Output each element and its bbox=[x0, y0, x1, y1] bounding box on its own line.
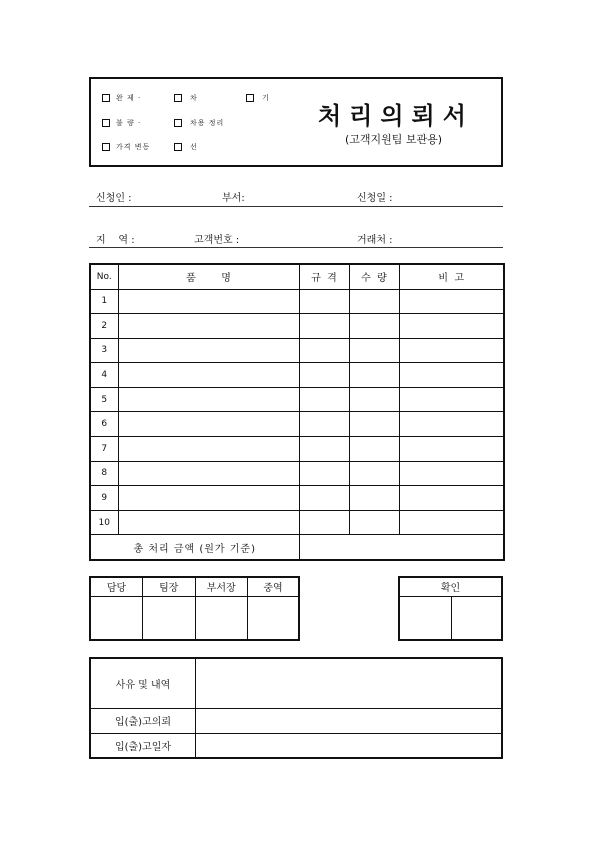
approval-table bbox=[89, 576, 300, 641]
row-number: 5 bbox=[90, 387, 118, 412]
note-cell[interactable] bbox=[399, 338, 504, 363]
qty-cell[interactable] bbox=[349, 412, 399, 437]
qty-cell[interactable] bbox=[349, 338, 399, 363]
reason-table bbox=[89, 657, 503, 759]
note-cell[interactable] bbox=[399, 314, 504, 339]
option-checkbox-2[interactable] bbox=[174, 94, 182, 102]
date-input-cell[interactable] bbox=[196, 733, 503, 758]
table-row bbox=[90, 314, 504, 339]
confirm-sign-cell-2[interactable] bbox=[451, 596, 502, 640]
page-subtitle: (고객지원팀 보관용) bbox=[345, 133, 443, 146]
table-row bbox=[90, 461, 504, 486]
item-name-cell[interactable] bbox=[118, 314, 299, 339]
qty-cell[interactable] bbox=[349, 437, 399, 462]
info-line-1 bbox=[89, 206, 503, 207]
option-label-5: 차용 정리 bbox=[190, 119, 225, 127]
spec-cell[interactable] bbox=[299, 314, 349, 339]
spec-cell[interactable] bbox=[299, 289, 349, 314]
request-input-cell[interactable] bbox=[196, 708, 503, 733]
option-label-7: 선 bbox=[190, 143, 198, 151]
total-label: 총 처리 금액 (원가 기준) bbox=[90, 535, 299, 560]
header-no: No. bbox=[90, 264, 118, 289]
item-name-cell[interactable] bbox=[118, 338, 299, 363]
option-checkbox-1[interactable] bbox=[102, 94, 110, 102]
qty-cell[interactable] bbox=[349, 387, 399, 412]
row-number: 8 bbox=[90, 461, 118, 486]
customer-no-label: 고객번호 : bbox=[194, 235, 240, 246]
approval-header-executive: 중역 bbox=[248, 577, 300, 596]
option-checkbox-3[interactable] bbox=[246, 94, 254, 102]
executive-sign-cell[interactable] bbox=[248, 596, 300, 640]
spec-cell[interactable] bbox=[299, 387, 349, 412]
total-row bbox=[90, 535, 504, 560]
spec-cell[interactable] bbox=[299, 510, 349, 535]
note-cell[interactable] bbox=[399, 486, 504, 511]
item-name-cell[interactable] bbox=[118, 363, 299, 388]
note-cell[interactable] bbox=[399, 437, 504, 462]
region-label: 지 역 : bbox=[96, 235, 135, 246]
department-label: 부서: bbox=[222, 193, 245, 204]
team-lead-sign-cell[interactable] bbox=[143, 596, 196, 640]
items-table bbox=[89, 263, 505, 561]
spec-cell[interactable] bbox=[299, 363, 349, 388]
note-cell[interactable] bbox=[399, 363, 504, 388]
qty-cell[interactable] bbox=[349, 289, 399, 314]
table-row bbox=[90, 412, 504, 437]
table-row bbox=[90, 363, 504, 388]
note-cell[interactable] bbox=[399, 387, 504, 412]
option-label-4: 불 량 · bbox=[116, 119, 142, 127]
note-cell[interactable] bbox=[399, 510, 504, 535]
approval-header-staff: 담당 bbox=[90, 577, 143, 596]
header-spec: 규 격 bbox=[299, 264, 349, 289]
reason-input-cell[interactable] bbox=[196, 658, 503, 708]
dept-head-sign-cell[interactable] bbox=[195, 596, 248, 640]
item-name-cell[interactable] bbox=[118, 289, 299, 314]
item-name-cell[interactable] bbox=[118, 461, 299, 486]
info-line-2 bbox=[89, 247, 503, 248]
row-number: 1 bbox=[90, 289, 118, 314]
note-cell[interactable] bbox=[399, 412, 504, 437]
item-name-cell[interactable] bbox=[118, 437, 299, 462]
note-cell[interactable] bbox=[399, 461, 504, 486]
confirm-sign-cell-1[interactable] bbox=[399, 596, 451, 640]
qty-cell[interactable] bbox=[349, 486, 399, 511]
qty-cell[interactable] bbox=[349, 510, 399, 535]
qty-cell[interactable] bbox=[349, 363, 399, 388]
row-number: 9 bbox=[90, 486, 118, 511]
confirm-header: 확인 bbox=[399, 577, 502, 596]
option-checkbox-6[interactable] bbox=[102, 143, 110, 151]
spec-cell[interactable] bbox=[299, 338, 349, 363]
row-number: 10 bbox=[90, 510, 118, 535]
table-row bbox=[90, 486, 504, 511]
table-row bbox=[90, 437, 504, 462]
qty-cell[interactable] bbox=[349, 314, 399, 339]
spec-cell[interactable] bbox=[299, 437, 349, 462]
request-date-label: 신청일 : bbox=[357, 193, 393, 204]
table-row bbox=[90, 289, 504, 314]
spec-cell[interactable] bbox=[299, 461, 349, 486]
option-label-3: 기 bbox=[262, 94, 270, 102]
row-number: 3 bbox=[90, 338, 118, 363]
header-qty: 수 량 bbox=[349, 264, 399, 289]
option-label-2: 차 bbox=[190, 94, 198, 102]
table-row bbox=[90, 510, 504, 535]
note-cell[interactable] bbox=[399, 289, 504, 314]
option-checkbox-7[interactable] bbox=[174, 143, 182, 151]
item-name-cell[interactable] bbox=[118, 510, 299, 535]
row-number: 2 bbox=[90, 314, 118, 339]
applicant-label: 신청인 : bbox=[96, 193, 132, 204]
option-checkbox-5[interactable] bbox=[174, 119, 182, 127]
staff-sign-cell[interactable] bbox=[90, 596, 143, 640]
table-row bbox=[90, 338, 504, 363]
item-name-cell[interactable] bbox=[118, 412, 299, 437]
approval-header-team-lead: 팀장 bbox=[143, 577, 196, 596]
date-label: 입(출)고일자 bbox=[90, 733, 196, 758]
option-checkbox-4[interactable] bbox=[102, 119, 110, 127]
vendor-label: 거래처 : bbox=[357, 235, 393, 246]
spec-cell[interactable] bbox=[299, 412, 349, 437]
item-name-cell[interactable] bbox=[118, 387, 299, 412]
row-number: 6 bbox=[90, 412, 118, 437]
total-amount-cell[interactable] bbox=[299, 535, 504, 560]
qty-cell[interactable] bbox=[349, 461, 399, 486]
request-label: 입(출)고의뢰 bbox=[90, 708, 196, 733]
items-header-row bbox=[90, 264, 504, 289]
item-name-cell[interactable] bbox=[118, 486, 299, 511]
header-note: 비 고 bbox=[399, 264, 504, 289]
page-title: 처리의뢰서 bbox=[318, 102, 474, 130]
row-number: 7 bbox=[90, 437, 118, 462]
row-number: 4 bbox=[90, 363, 118, 388]
reason-label: 사유 및 내역 bbox=[90, 658, 196, 708]
header-item-name: 품 명 bbox=[118, 264, 299, 289]
table-row bbox=[90, 387, 504, 412]
confirm-table bbox=[398, 576, 503, 641]
spec-cell[interactable] bbox=[299, 486, 349, 511]
option-label-1: 완 제 · bbox=[116, 94, 142, 102]
option-label-6: 가격 변동 bbox=[116, 143, 151, 151]
approval-header-dept-head: 부서장 bbox=[195, 577, 248, 596]
